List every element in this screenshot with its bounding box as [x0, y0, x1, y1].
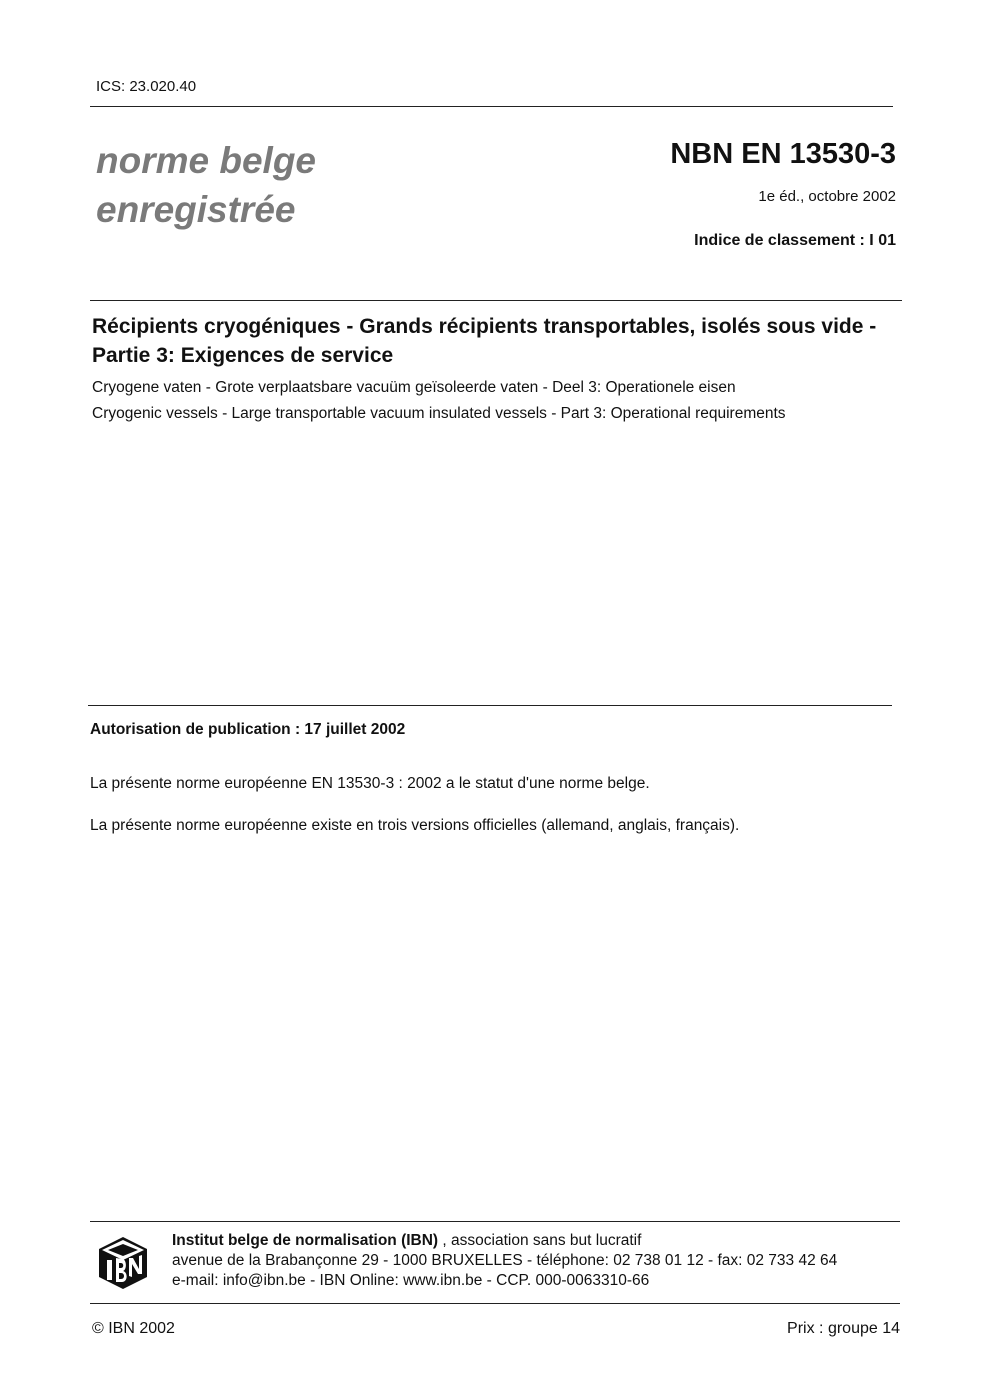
title-rule	[90, 300, 902, 301]
institute-suffix: , association sans but lucratif	[438, 1232, 642, 1249]
publication-authorisation: Autorisation de publication : 17 juillet 2002	[90, 721, 406, 738]
price-group: Prix : groupe 14	[787, 1320, 900, 1337]
ics-code: ICS: 23.020.40	[96, 78, 197, 95]
brand-line-2: enregistrée	[96, 189, 296, 230]
institute-line	[172, 1232, 641, 1250]
standard-number: NBN EN 13530-3	[670, 138, 896, 170]
body-rule	[88, 705, 892, 706]
status-paragraph: La présente norme européenne EN 13530-3 : 2002 a le statut d'une norme belge.	[90, 775, 650, 792]
title-english: Cryogenic vessels - Large transportable vacuum insulated vessels - Part 3: Operational requirements	[92, 405, 786, 422]
copyright-notice: © IBN 2002	[92, 1320, 175, 1337]
footer-rule	[90, 1221, 900, 1222]
brand-heading	[96, 136, 316, 234]
top-rule	[90, 106, 893, 107]
classification-index: Indice de classement : I 01	[694, 232, 896, 249]
edition-date: 1e éd., octobre 2002	[758, 188, 896, 205]
versions-paragraph: La présente norme européenne existe en trois versions officielles (allemand, anglais, français).	[90, 817, 740, 834]
institute-name: Institut belge de normalisation (IBN)	[172, 1232, 439, 1249]
title-french: Récipients cryogéniques - Grands récipients transportables, isolés sous vide - Partie 3: Exigences de service	[92, 315, 877, 367]
brand-line-1: norme belge	[96, 140, 316, 181]
ibn-logo-icon	[98, 1236, 148, 1290]
bottom-rule	[90, 1303, 900, 1304]
title-dutch: Cryogene vaten - Grote verplaatsbare vacuüm geïsoleerde vaten - Deel 3: Operationele eisen	[92, 379, 736, 396]
institute-contact: e-mail: info@ibn.be - IBN Online: www.ibn.be - CCP. 000-0063310-66	[172, 1272, 650, 1289]
institute-address: avenue de la Brabançonne 29 - 1000 BRUXELLES - téléphone: 02 738 01 12 - fax: 02 733 42 64	[172, 1252, 838, 1269]
